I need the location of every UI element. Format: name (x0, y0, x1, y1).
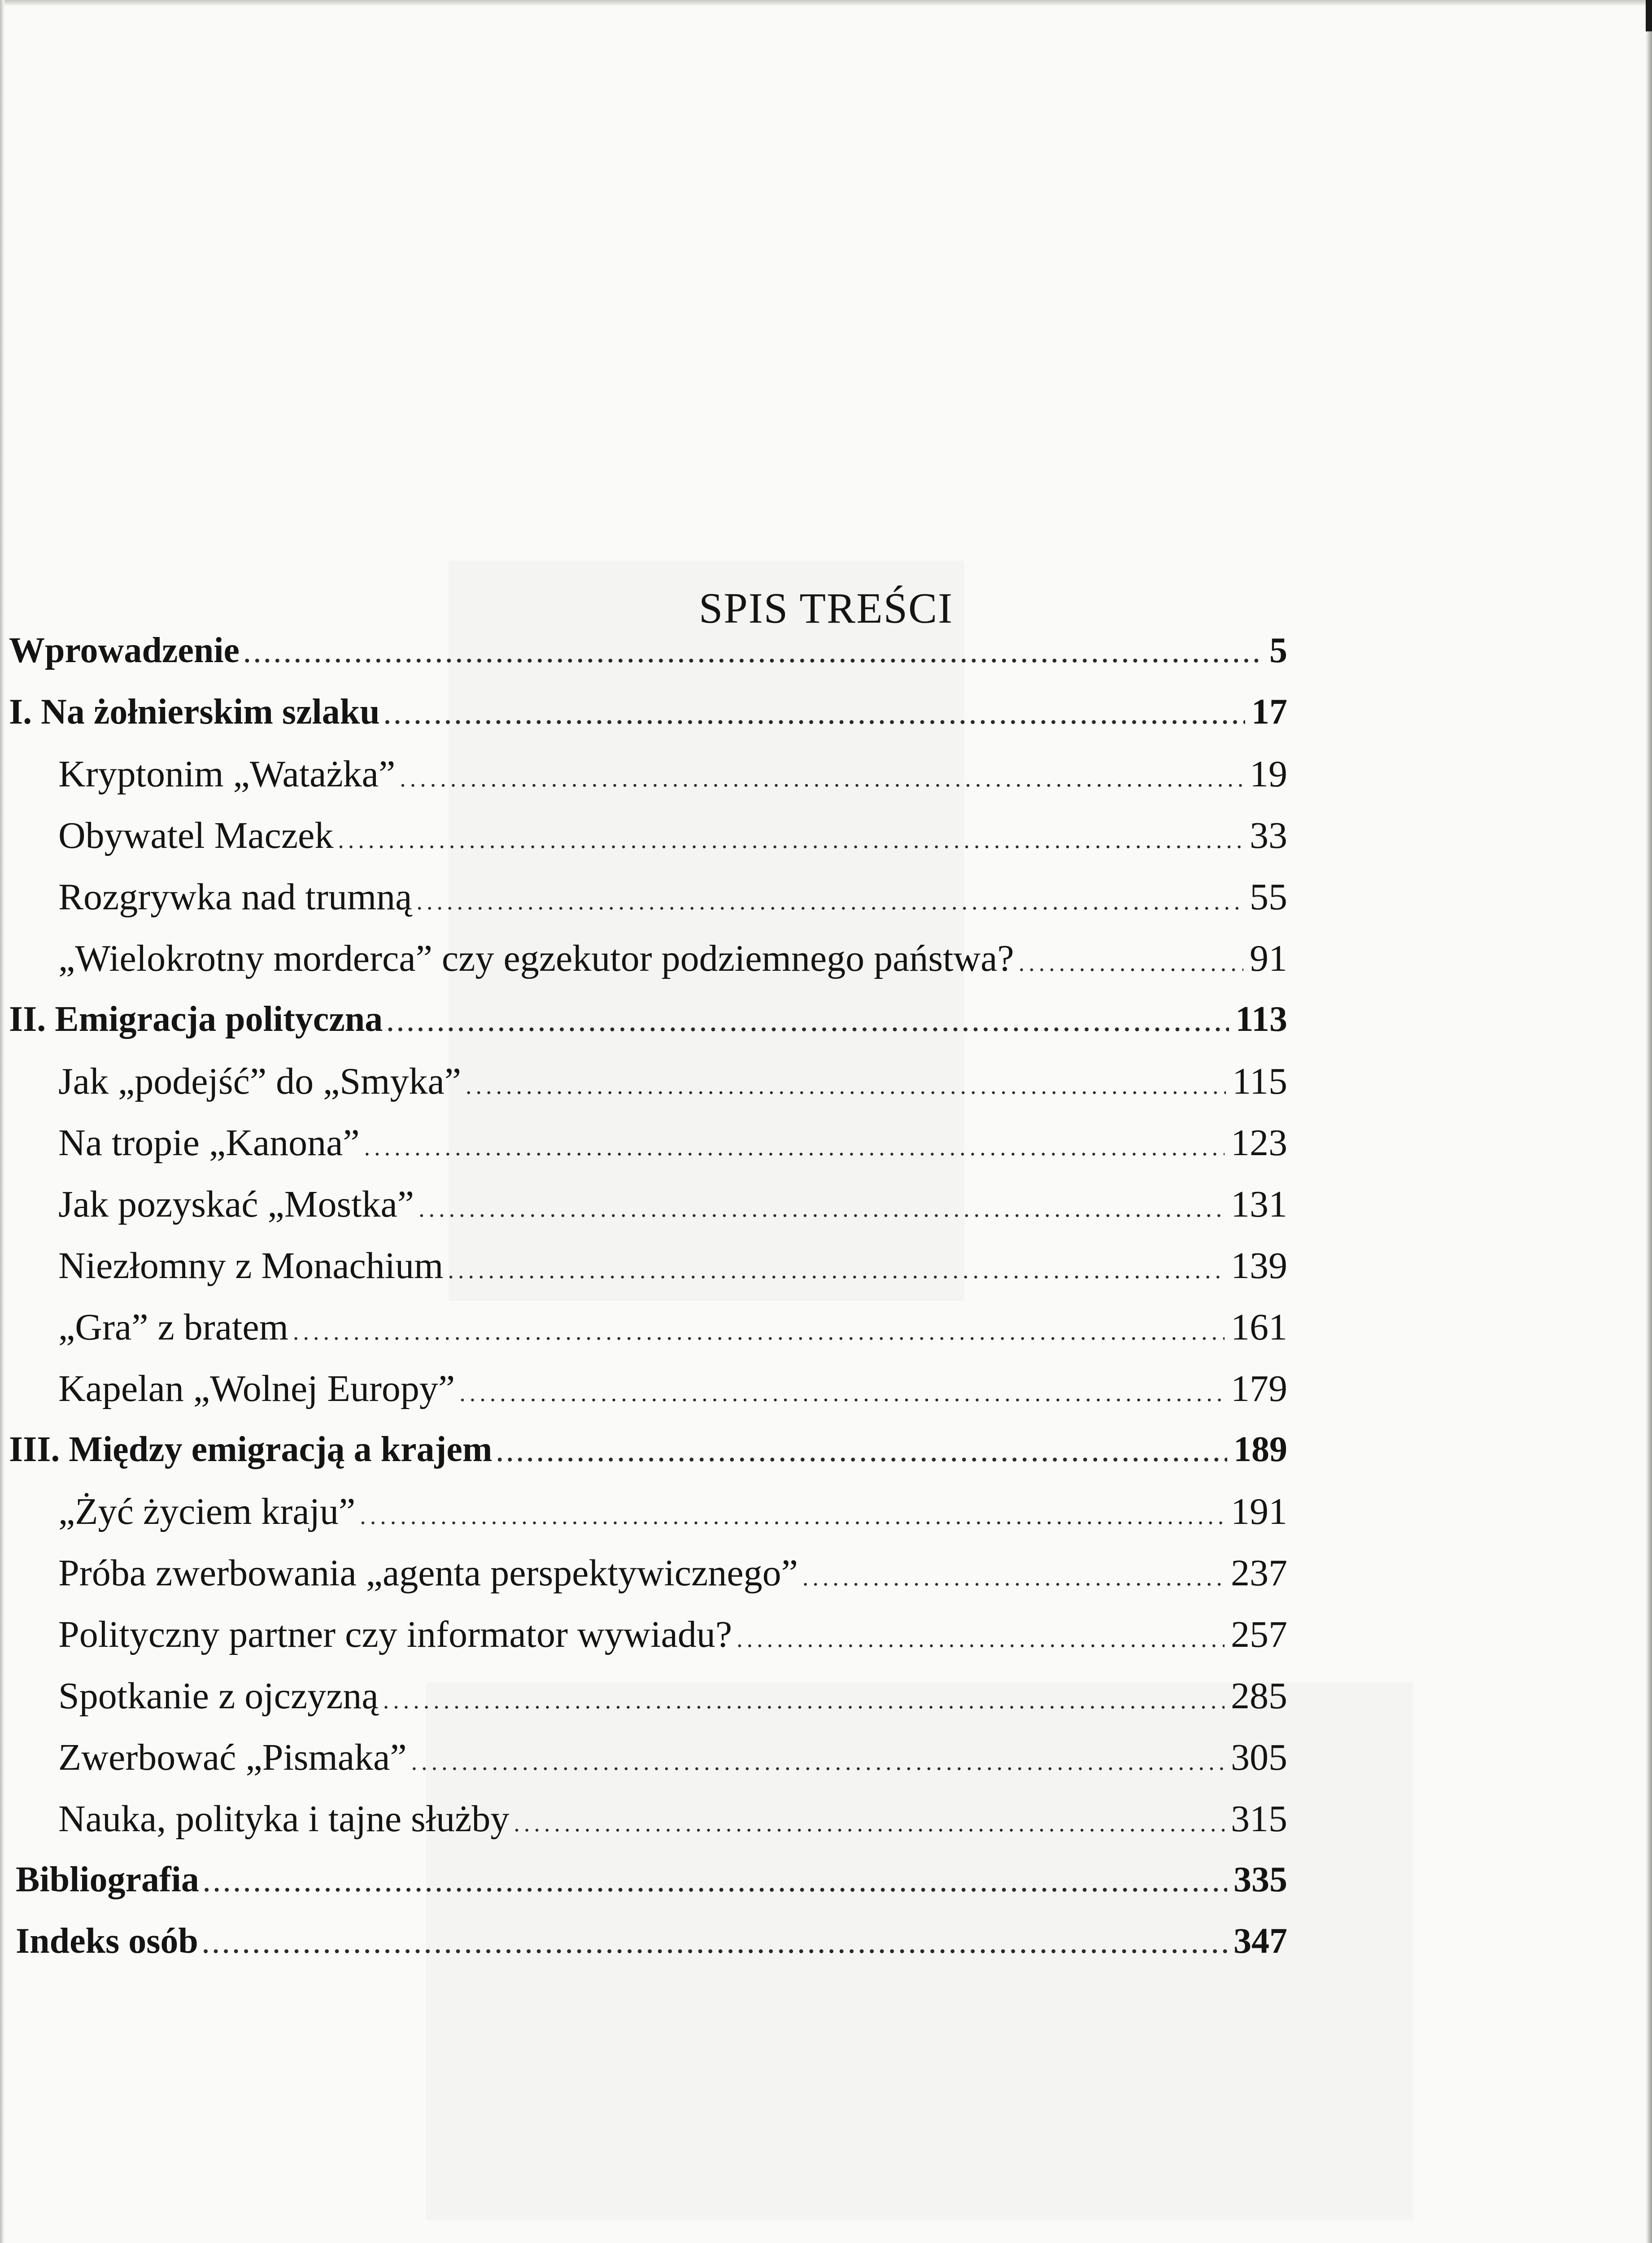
page-right-edge (1646, 0, 1652, 2243)
toc-entry-label: Spotkanie z ojczyzną (58, 1675, 379, 1717)
toc-entry-label: Jak „podejść” do „Smyka” (58, 1060, 462, 1102)
leader-dots (1019, 951, 1243, 975)
toc-entry-label: III. Między emigracją a krajem (9, 1430, 493, 1469)
toc-entry-page: 189 (1234, 1430, 1287, 1469)
toc-entry-label: Obywatel Maczek (58, 815, 334, 856)
toc-entry-page: 335 (1234, 1860, 1287, 1899)
leader-dots (802, 1565, 1225, 1589)
page-top-edge (0, 0, 1652, 6)
toc-entry[interactable] (58, 1124, 1287, 1162)
toc-entry-label: Indeks osób (16, 1921, 198, 1961)
toc-entry-page: 179 (1231, 1368, 1287, 1410)
toc-entry[interactable] (9, 1001, 1287, 1037)
leader-dots (364, 1135, 1225, 1159)
toc-entry[interactable] (16, 1862, 1287, 1898)
leader-dots (466, 1073, 1226, 1098)
toc-entry[interactable] (58, 1493, 1287, 1531)
toc-entry-label: „Żyć życiem kraju” (58, 1491, 356, 1532)
toc-entry[interactable] (58, 817, 1287, 855)
toc-entry[interactable] (58, 1247, 1287, 1285)
leader-dots (203, 1933, 1227, 1957)
toc-entry-label: Zwerbować „Pismaka” (58, 1737, 407, 1778)
toc-entry[interactable] (58, 1616, 1287, 1654)
toc-entry-label: „Gra” z bratem (58, 1306, 288, 1348)
leader-dots (411, 1750, 1225, 1774)
toc-entry-page: 19 (1250, 753, 1287, 795)
toc-entry-page: 237 (1231, 1552, 1287, 1594)
toc-entry-label: I. Na żołnierskim szlaku (9, 692, 380, 732)
leader-dots (400, 766, 1243, 790)
leader-dots (418, 1196, 1225, 1221)
leader-dots (338, 828, 1243, 852)
toc-entry[interactable] (58, 1060, 1287, 1102)
toc-entry-page: 285 (1231, 1675, 1287, 1717)
leader-dots (204, 1871, 1227, 1895)
toc-entry-page: 113 (1235, 999, 1287, 1039)
leader-dots (293, 1319, 1225, 1344)
toc-entry[interactable] (58, 1677, 1287, 1715)
toc-entry-label: Rozgrywka nad trumną (58, 876, 412, 918)
leader-dots (737, 1627, 1225, 1651)
toc-entry-page: 161 (1231, 1306, 1287, 1348)
toc-entry[interactable] (58, 1800, 1287, 1838)
toc-entry[interactable] (9, 694, 1287, 730)
toc-entry-label: Wprowadzenie (9, 631, 240, 670)
page-title: SPIS TREŚCI (698, 584, 954, 632)
toc-entry-page: 5 (1269, 631, 1287, 670)
leader-dots (383, 1688, 1225, 1712)
toc-entry-label: Kryptonim „Watażka” (58, 753, 396, 795)
toc-entry-label: Jak pozyskać „Mostka” (58, 1183, 414, 1225)
toc-entry-page: 347 (1234, 1921, 1287, 1961)
toc-entry[interactable] (58, 1739, 1287, 1776)
toc-entry[interactable] (9, 633, 1287, 668)
leader-dots (416, 889, 1243, 913)
toc-entry-label: Polityczny partner czy informator wywiadu? (58, 1614, 732, 1655)
leader-dots (514, 1811, 1225, 1835)
toc-entry[interactable] (58, 1370, 1287, 1408)
toc-entry-page: 33 (1250, 815, 1287, 856)
toc-entry-label: Kapelan „Wolnej Europy” (58, 1368, 455, 1410)
leader-dots (459, 1381, 1225, 1405)
toc-entry-page: 191 (1231, 1491, 1287, 1532)
toc-entry-label: „Wielokrotny morderca” czy egzekutor podziemnego państwa? (58, 938, 1014, 979)
toc-entry-page: 315 (1231, 1798, 1287, 1840)
leader-dots (497, 1441, 1227, 1465)
toc-entry[interactable] (58, 1306, 1287, 1348)
leader-dots (387, 1011, 1229, 1035)
toc-entry-page: 131 (1231, 1183, 1287, 1225)
toc-entry-page: 257 (1231, 1614, 1287, 1655)
toc-entry-label: Nauka, polityka i tajne służby (58, 1798, 510, 1840)
toc-entry-label: Na tropie „Kanona” (58, 1122, 360, 1164)
toc-entry[interactable] (9, 1431, 1287, 1467)
leader-dots (360, 1504, 1225, 1528)
toc-entry-page: 305 (1231, 1737, 1287, 1778)
toc-entry[interactable] (16, 1923, 1287, 1959)
toc-entry-page: 91 (1250, 938, 1287, 979)
toc-entry-page: 123 (1231, 1122, 1287, 1164)
toc-entry-page: 55 (1250, 876, 1287, 918)
leader-dots (384, 703, 1245, 728)
toc-entry-label: Bibliografia (16, 1860, 199, 1899)
toc-entry-page: 139 (1231, 1245, 1287, 1287)
toc-entry[interactable] (58, 1183, 1287, 1225)
toc-entry-page: 115 (1232, 1060, 1287, 1102)
toc-entry-label: Niezłomny z Monachium (58, 1245, 444, 1287)
toc-entry-label: Próba zwerbowania „agenta perspektywicznego” (58, 1552, 798, 1594)
toc-entry[interactable] (58, 1554, 1287, 1592)
leader-dots (244, 642, 1263, 666)
toc-entry[interactable] (58, 878, 1287, 916)
page-left-edge (0, 0, 4, 2243)
toc-entry[interactable] (58, 940, 1287, 977)
toc-entry-label: II. Emigracja polityczna (9, 999, 383, 1039)
leader-dots (448, 1258, 1225, 1282)
scan-corner-mark (1646, 0, 1652, 31)
toc-entry[interactable] (58, 755, 1287, 793)
toc-entry-page: 17 (1251, 692, 1287, 732)
